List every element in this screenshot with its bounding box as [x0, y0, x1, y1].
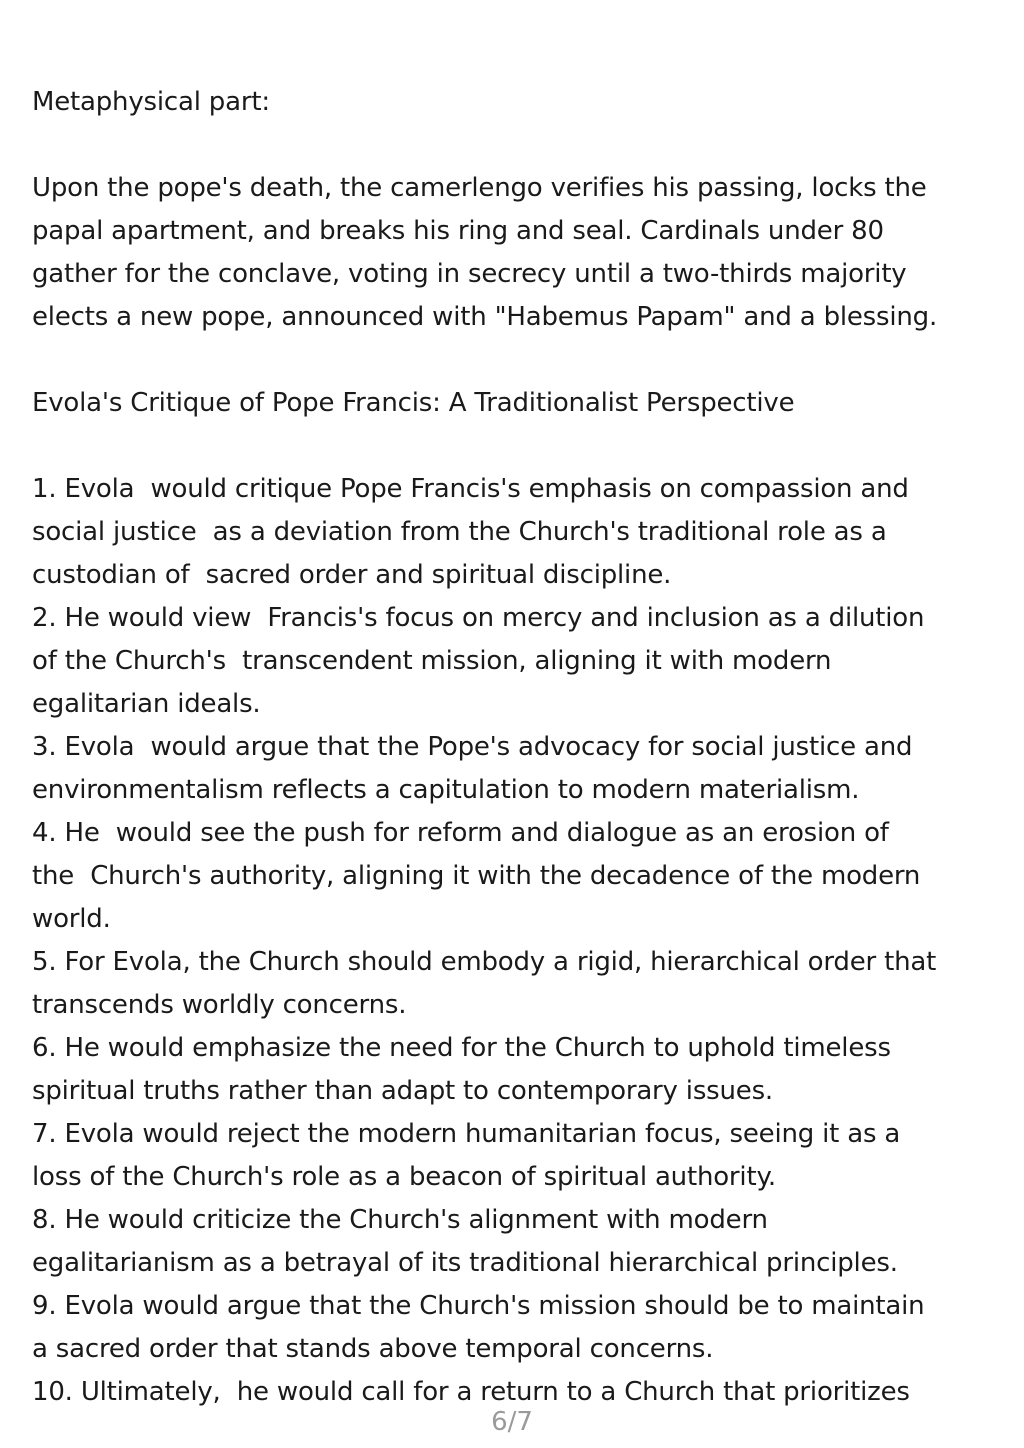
- list-line: loss of the Church's role as a beacon of spiritual authority.: [32, 1162, 776, 1192]
- document-heading: Metaphysical part:: [32, 87, 270, 117]
- paragraph-spacer: [32, 339, 1007, 382]
- list-line: 3. Evola would argue that the Pope's advocacy for social justice and: [32, 732, 913, 762]
- list-line: social justice as a deviation from the Church's traditional role as a: [32, 517, 887, 547]
- list-line: egalitarian ideals.: [32, 689, 261, 719]
- intro-line: elects a new pope, announced with "Habemus Papam" and a blessing.: [32, 302, 938, 332]
- list-line: 5. For Evola, the Church should embody a rigid, hierarchical order that: [32, 947, 937, 977]
- list-line: 10. Ultimately, he would call for a return to a Church that prioritizes: [32, 1377, 910, 1407]
- list-line: 1. Evola would critique Pope Francis's emphasis on compassion and: [32, 474, 909, 504]
- intro-line: Upon the pope's death, the camerlengo verifies his passing, locks the: [32, 173, 927, 203]
- list-line: transcends worldly concerns.: [32, 990, 407, 1020]
- list-line: custodian of sacred order and spiritual discipline.: [32, 560, 672, 590]
- list-line: world.: [32, 904, 111, 934]
- list-line: 9. Evola would argue that the Church's mission should be to maintain: [32, 1291, 925, 1321]
- list-line: spiritual truths rather than adapt to contemporary issues.: [32, 1076, 773, 1106]
- intro-line: papal apartment, and breaks his ring and seal. Cardinals under 80: [32, 216, 884, 246]
- list-line: of the Church's transcendent mission, aligning it with modern: [32, 646, 832, 676]
- list-line: 6. He would emphasize the need for the Church to uphold timeless: [32, 1033, 891, 1063]
- page-indicator: 6/7: [491, 1407, 533, 1437]
- document-body: [32, 81, 1007, 1414]
- list-line: 8. He would criticize the Church's alignment with modern: [32, 1205, 768, 1235]
- section-title: Evola's Critique of Pope Francis: A Traditionalist Perspective: [32, 388, 795, 418]
- list-line: the Church's authority, aligning it with the decadence of the modern: [32, 861, 921, 891]
- intro-line: gather for the conclave, voting in secrecy until a two-thirds majority: [32, 259, 907, 289]
- paragraph-spacer: [32, 124, 1007, 167]
- critique-list: [32, 468, 1007, 1414]
- list-line: 4. He would see the push for reform and dialogue as an erosion of: [32, 818, 889, 848]
- list-line: 2. He would view Francis's focus on mercy and inclusion as a dilution: [32, 603, 925, 633]
- paragraph-spacer: [32, 425, 1007, 468]
- intro-paragraph: [32, 167, 1007, 339]
- list-line: 7. Evola would reject the modern humanitarian focus, seeing it as a: [32, 1119, 901, 1149]
- list-line: egalitarianism as a betrayal of its traditional hierarchical principles.: [32, 1248, 898, 1278]
- list-line: environmentalism reflects a capitulation to modern materialism.: [32, 775, 860, 805]
- list-line: a sacred order that stands above temporal concerns.: [32, 1334, 714, 1364]
